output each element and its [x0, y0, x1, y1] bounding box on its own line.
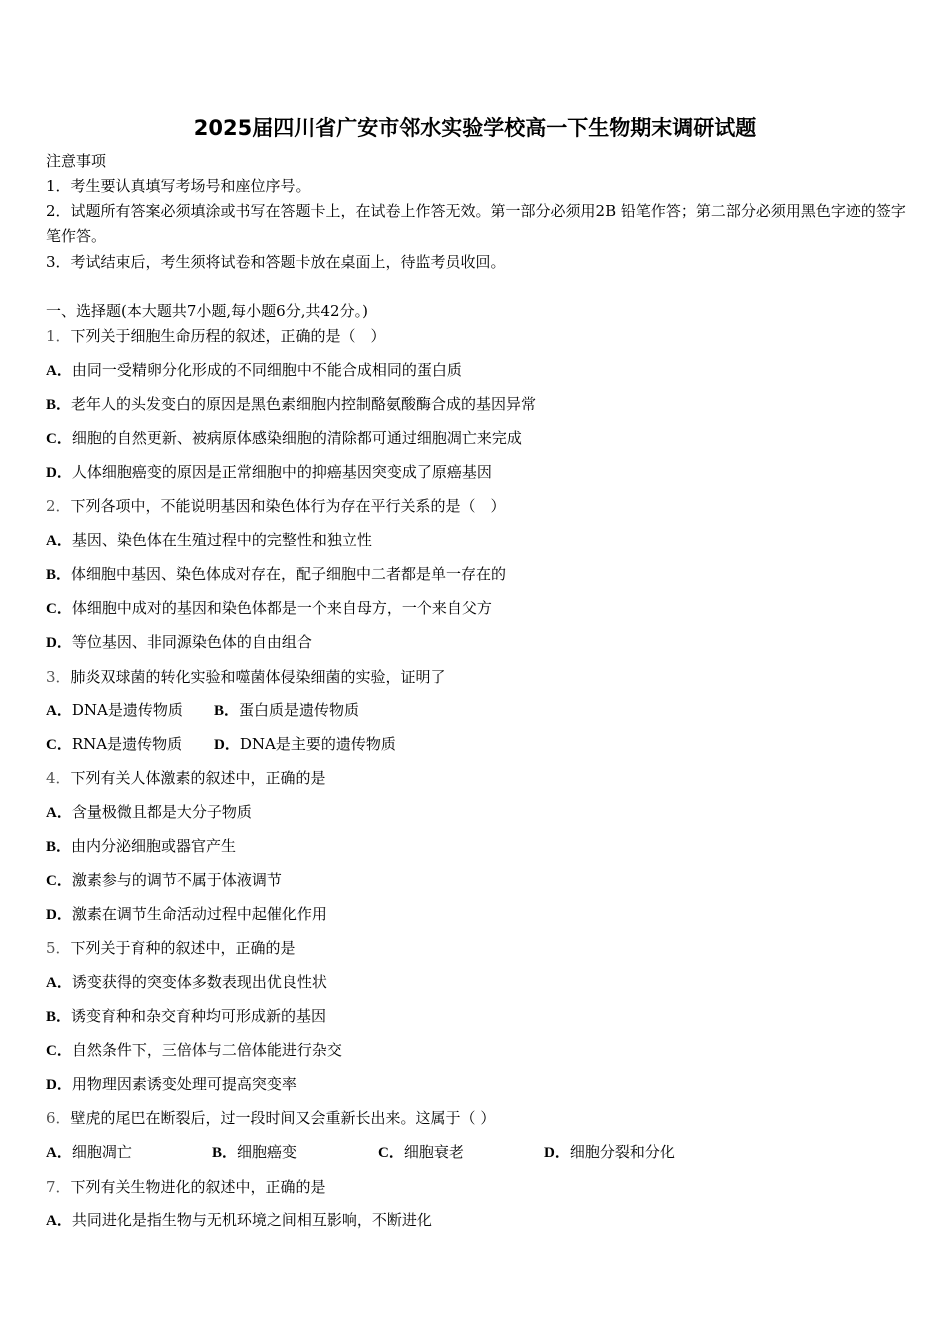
option: [46, 394, 536, 415]
question-number: 2．: [46, 497, 71, 515]
option: [46, 428, 522, 449]
option-label: C．: [46, 601, 72, 617]
option: [46, 1074, 297, 1095]
question-text: 下列有关人体激素的叙述中，正确的是: [70, 769, 326, 787]
option: [46, 972, 327, 993]
option-text: 体细胞中成对的基因和染色体都是一个来自母方，一个来自父方: [71, 599, 492, 617]
question-stem: [46, 768, 326, 788]
option-label: A．: [46, 975, 72, 991]
question-number: 1．: [46, 327, 71, 345]
option-label: B．: [46, 1009, 72, 1025]
option: [46, 904, 327, 925]
question-stem: [46, 1108, 495, 1128]
question-number: 3．: [46, 668, 71, 686]
option-label: D．: [46, 1077, 72, 1093]
question-text: 下列各项中，不能说明基因和染色体行为存在平行关系的是（ ）: [70, 497, 506, 515]
notice-item: 1．考生要认真填写考场号和座位序号。: [46, 177, 311, 195]
option: [46, 836, 236, 857]
option: [46, 564, 506, 585]
option-row: [46, 734, 396, 755]
option: [46, 1006, 326, 1027]
option-label: C．: [378, 1145, 404, 1161]
notice-item: 2．试题所有答案必须填涂或书写在答题卡上，在试卷上作答无效。第一部分必须用2B 铅笔作答；第二部分必须用黑色字迹的签字笔作答。: [46, 202, 906, 245]
option-text: 诱变育种和杂交育种均可形成新的基因: [71, 1007, 327, 1025]
option-label: A．: [46, 1145, 72, 1161]
question-stem: [46, 1177, 326, 1197]
option: [46, 1040, 342, 1061]
option-text: 激素在调节生命活动过程中起催化作用: [71, 905, 327, 923]
option-text: 细胞的自然更新、被病原体感染细胞的清除都可通过细胞凋亡来完成: [71, 429, 522, 447]
option: [46, 700, 214, 721]
page-title: 2025届四川省广安市邻水实验学校高一下生物期末调研试题: [193, 116, 757, 140]
option-text: 蛋白质是遗传物质: [239, 701, 360, 719]
option: [46, 598, 492, 619]
question-number: 7．: [46, 1178, 71, 1196]
option-text: 共同进化是指生物与无机环境之间相互影响，不断进化: [71, 1211, 432, 1229]
question-stem: [46, 496, 506, 516]
option-text: 细胞分裂和分化: [569, 1143, 675, 1161]
option-label: D．: [544, 1145, 570, 1161]
option-row: [46, 700, 359, 721]
option: [46, 462, 492, 483]
option: [46, 632, 312, 653]
option-text: RNA是遗传物质: [71, 735, 183, 753]
option: [214, 734, 396, 755]
option: [214, 700, 359, 721]
option-label: D．: [214, 737, 240, 753]
option: [46, 734, 214, 755]
option-text: 等位基因、非同源染色体的自由组合: [71, 633, 312, 651]
question-text: 下列关于细胞生命历程的叙述，正确的是（ ）: [70, 327, 386, 345]
notice-heading: 注意事项: [46, 152, 107, 170]
option-label: C．: [46, 431, 72, 447]
option-text: 自然条件下，三倍体与二倍体能进行杂交: [71, 1041, 342, 1059]
option-label: A．: [46, 703, 72, 719]
option-text: 细胞凋亡: [71, 1143, 132, 1161]
question-number: 4．: [46, 769, 71, 787]
option-text: 激素参与的调节不属于体液调节: [71, 871, 282, 889]
option-label: C．: [46, 873, 72, 889]
option: [378, 1142, 544, 1163]
option: [544, 1142, 675, 1163]
option-row: [46, 1142, 675, 1163]
question-text: 壁虎的尾巴在断裂后，过一段时间又会重新长出来。这属于（ ）: [70, 1109, 496, 1127]
option-text: 细胞衰老: [403, 1143, 464, 1161]
notice-item: 3．考试结束后，考生须将试卷和答题卡放在桌面上，待监考员收回。: [46, 253, 506, 271]
option-label: A．: [46, 533, 72, 549]
question-stem: [46, 938, 296, 958]
option-text: 细胞癌变: [237, 1143, 298, 1161]
option-text: 含量极微且都是大分子物质: [71, 803, 252, 821]
option-text: 老年人的头发变白的原因是黑色素细胞内控制酪氨酸酶合成的基因异常: [71, 395, 537, 413]
option-label: B．: [46, 397, 72, 413]
option-label: D．: [46, 635, 72, 651]
question-stem: [46, 326, 386, 346]
option-text: 基因、染色体在生殖过程中的完整性和独立性: [71, 531, 372, 549]
option-label: B．: [46, 567, 72, 583]
option: [46, 360, 462, 381]
option: [46, 802, 252, 823]
option: [46, 870, 282, 891]
question-text: 下列有关生物进化的叙述中，正确的是: [70, 1178, 326, 1196]
option-text: 诱变获得的突变体多数表现出优良性状: [71, 973, 327, 991]
section-heading: 一、选择题(本大题共7小题,每小题6分,共42分。): [46, 302, 368, 320]
option-label: B．: [46, 839, 72, 855]
option-label: D．: [46, 465, 72, 481]
option: [46, 1142, 212, 1163]
option-text: 由内分泌细胞或器官产生: [71, 837, 237, 855]
question-number: 6．: [46, 1109, 71, 1127]
question-text: 肺炎双球菌的转化实验和噬菌体侵染细菌的实验，证明了: [70, 668, 446, 686]
question-text: 下列关于育种的叙述中，正确的是: [70, 939, 296, 957]
option: [46, 1210, 432, 1231]
option-label: A．: [46, 1213, 72, 1229]
option-text: 人体细胞癌变的原因是正常细胞中的抑癌基因突变成了原癌基因: [71, 463, 492, 481]
question-stem: [46, 667, 446, 687]
option-text: 由同一受精卵分化形成的不同细胞中不能合成相同的蛋白质: [71, 361, 462, 379]
option-label: D．: [46, 907, 72, 923]
option-text: DNA是遗传物质: [71, 701, 183, 719]
option-label: B．: [214, 703, 240, 719]
option-label: C．: [46, 1043, 72, 1059]
option-label: A．: [46, 363, 72, 379]
option: [212, 1142, 378, 1163]
option-text: 用物理因素诱变处理可提高突变率: [71, 1075, 297, 1093]
option-text: DNA是主要的遗传物质: [239, 735, 396, 753]
question-number: 5．: [46, 939, 71, 957]
option-text: 体细胞中基因、染色体成对存在，配子细胞中二者都是单一存在的: [71, 565, 507, 583]
option: [46, 530, 372, 551]
option-label: B．: [212, 1145, 238, 1161]
option-label: C．: [46, 737, 72, 753]
option-label: A．: [46, 805, 72, 821]
